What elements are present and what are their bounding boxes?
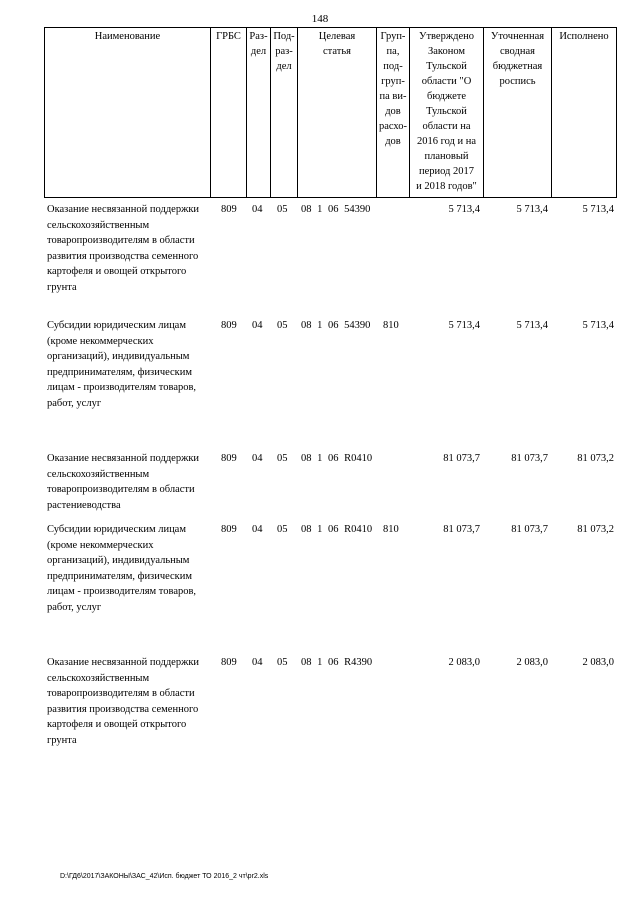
row-grbs: 809 [221, 524, 237, 535]
row-utverzhdeno: 81 073,7 [443, 453, 480, 464]
header-name: Наименование [44, 27, 210, 198]
row-utochnennaya: 5 713,4 [516, 204, 548, 215]
row-utverzhdeno: 2 083,0 [448, 657, 480, 668]
row-utverzhdeno: 81 073,7 [443, 524, 480, 535]
row-utverzhdeno: 5 713,4 [448, 320, 480, 331]
row-celevaya: 08 1 06 54390 [301, 320, 371, 331]
row-razdel: 04 [252, 320, 263, 331]
row-podrazdel: 05 [277, 320, 288, 331]
row-razdel: 04 [252, 524, 263, 535]
header-grbs: ГРБС [210, 27, 246, 198]
row-podrazdel: 05 [277, 657, 288, 668]
header-podrazdel: Под- раз- дел [270, 27, 297, 198]
row-celevaya: 08 1 06 R4390 [301, 657, 373, 668]
row-grbs: 809 [221, 320, 237, 331]
row-gruppa: 810 [383, 320, 399, 331]
row-celevaya: 08 1 06 R0410 [301, 524, 373, 535]
row-grbs: 809 [221, 657, 237, 668]
row-utochnennaya: 5 713,4 [516, 320, 548, 331]
row-utochnennaya: 81 073,7 [511, 524, 548, 535]
row-razdel: 04 [252, 453, 263, 464]
row-celevaya: 08 1 06 54390 [301, 204, 371, 215]
file-path-footer: D:\ГД6\2017\ЗАКОНЫ\ЗАС_42\Исп. бюджет ТО 2016_2 чт\pr2.xls [60, 873, 269, 880]
page-number: 148 [311, 13, 329, 25]
row-name: Оказание несвязанной поддержки сельскохозяйственным товаропроизводителям в области развития производства семенного картофеля и овощей открытого грунта [47, 657, 200, 746]
header-celevaya-statya: Целевая статья [297, 27, 376, 198]
row-name: Субсидии юридическим лицам (кроме некоммерческих организаций), индивидуальным предпринимателям, физическим лицам - производителям товаров, работ, услуг [47, 524, 197, 613]
row-name: Оказание несвязанной поддержки сельскохозяйственным товаропроизводителям в области развития производства семенного картофеля и овощей открытого грунта [47, 204, 200, 293]
row-grbs: 809 [221, 204, 237, 215]
row-celevaya: 08 1 06 R0410 [301, 453, 373, 464]
row-utochnennaya: 81 073,7 [511, 453, 548, 464]
row-podrazdel: 05 [277, 204, 288, 215]
header-utverzhdeno: Утверждено Законом Тульской области "О бюджете Тульской области на 2016 год и на плановый период 2017 и 2018 годов" [409, 27, 483, 198]
row-ispolneno: 5 713,4 [582, 204, 614, 215]
header-razdel: Раз- дел [246, 27, 270, 198]
row-utochnennaya: 2 083,0 [516, 657, 548, 668]
row-podrazdel: 05 [277, 453, 288, 464]
row-razdel: 04 [252, 657, 263, 668]
row-ispolneno: 2 083,0 [582, 657, 614, 668]
header-ispolneno: Исполнено [551, 27, 617, 198]
row-ispolneno: 81 073,2 [577, 453, 614, 464]
row-name: Оказание несвязанной поддержки сельскохозяйственным товаропроизводителям в области растениеводства [47, 453, 200, 511]
header-gruppa: Груп- па, под- груп- па ви- дов расхо- дов [376, 27, 409, 198]
row-utverzhdeno: 5 713,4 [448, 204, 480, 215]
row-ispolneno: 5 713,4 [582, 320, 614, 331]
row-name: Субсидии юридическим лицам (кроме некоммерческих организаций), индивидуальным предпринимателям, физическим лицам - производителям товаров, работ, услуг [47, 320, 197, 409]
row-podrazdel: 05 [277, 524, 288, 535]
row-grbs: 809 [221, 453, 237, 464]
row-gruppa: 810 [383, 524, 399, 535]
row-razdel: 04 [252, 204, 263, 215]
header-utochnennaya: Уточненная сводная бюджетная роспись [483, 27, 551, 198]
row-ispolneno: 81 073,2 [577, 524, 614, 535]
